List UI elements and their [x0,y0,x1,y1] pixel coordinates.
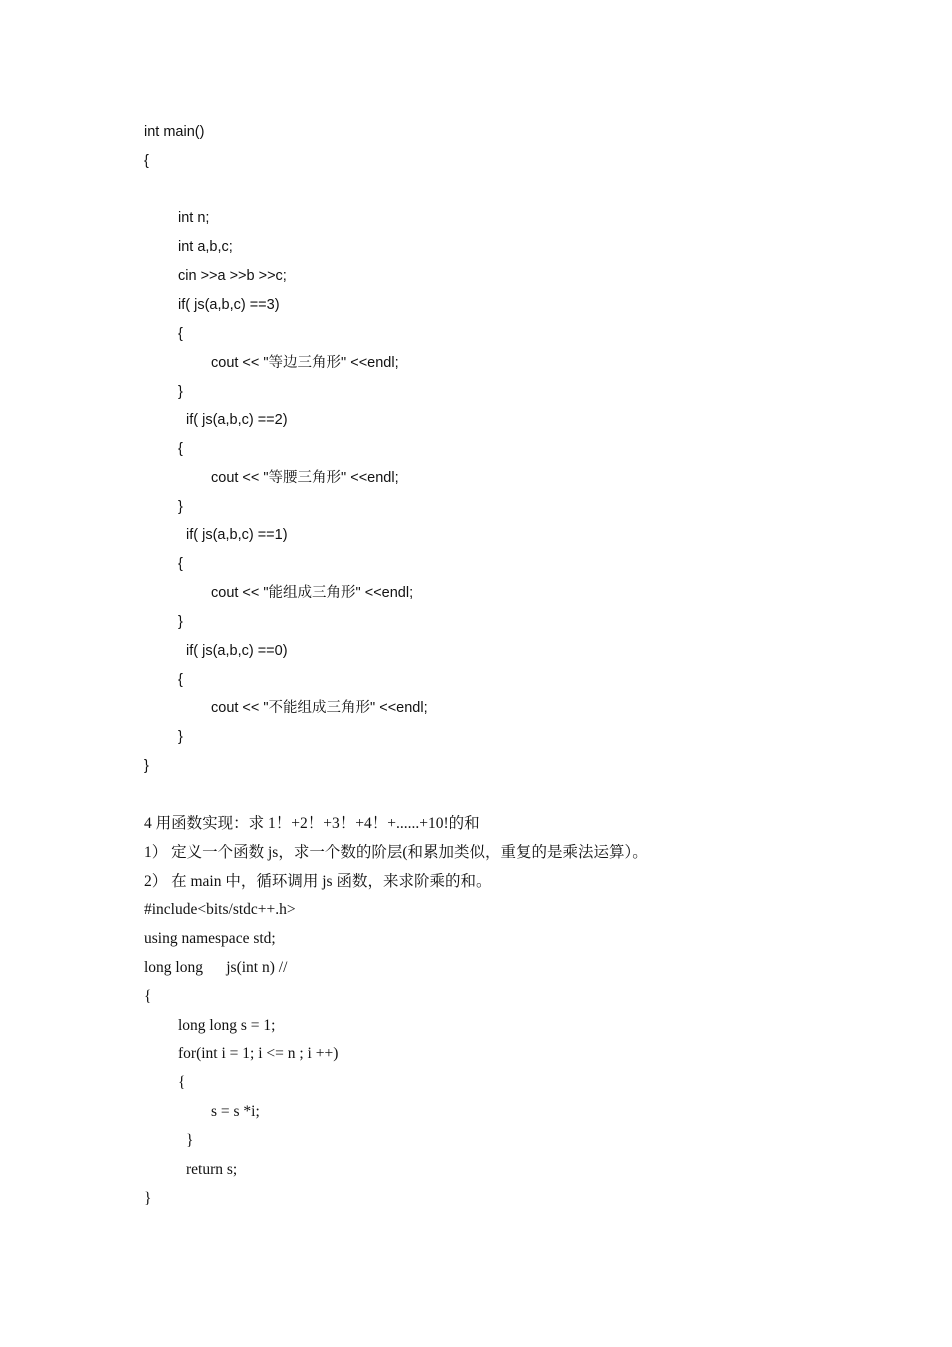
code-line: } [178,729,183,745]
code-line: { [144,153,149,169]
code-line: if( js(a,b,c) ==1) [186,527,288,543]
code-line: if( js(a,b,c) ==3) [178,297,280,313]
code-line: cin >>a >>b >>c; [178,268,287,284]
task-step: 2） 在 main 中，循环调用 js 函数，来求阶乘的和。 [144,873,492,890]
task-step: 1） 定义一个函数 js，求一个数的阶层(和累加类似，重复的是乘法运算）。 [144,844,648,861]
code-line: int n; [178,210,210,226]
code-line: } [178,499,183,515]
task-title: 4 用函数实现：求 1！+2！+3！+4！+......+10!的和 [144,815,480,832]
code-line: if( js(a,b,c) ==0) [186,643,288,659]
code-line: { [178,441,183,457]
code-line: } [178,614,183,630]
code-line: cout << "等腰三角形" <<endl; [211,470,399,486]
code-line: } [178,384,183,400]
code-line: { [178,672,183,688]
code-line: return s; [186,1161,238,1178]
code-line: cout << "不能组成三角形" <<endl; [211,700,428,716]
code-line: { [178,326,183,342]
code-line: #include<bits/stdc++.h> [144,901,296,918]
code-line: { [178,556,183,572]
code-line: int a,b,c; [178,239,233,255]
code-line: } [144,758,149,774]
code-line: long long js(int n) // [144,959,288,976]
code-line: { [144,988,152,1005]
code-line: s = s *i; [211,1103,260,1120]
code-line: using namespace std; [144,930,276,947]
code-line: } [144,1190,152,1207]
code-line: for(int i = 1; i <= n ; i ++) [178,1045,339,1062]
code-line: } [186,1132,194,1149]
code-line: { [178,1074,186,1091]
code-line: long long s = 1; [178,1017,276,1034]
code-line: cout << "等边三角形" <<endl; [211,355,399,371]
code-line: if( js(a,b,c) ==2) [186,412,288,428]
code-line: cout << "能组成三角形" <<endl; [211,585,414,601]
code-line: int main() [144,124,205,140]
